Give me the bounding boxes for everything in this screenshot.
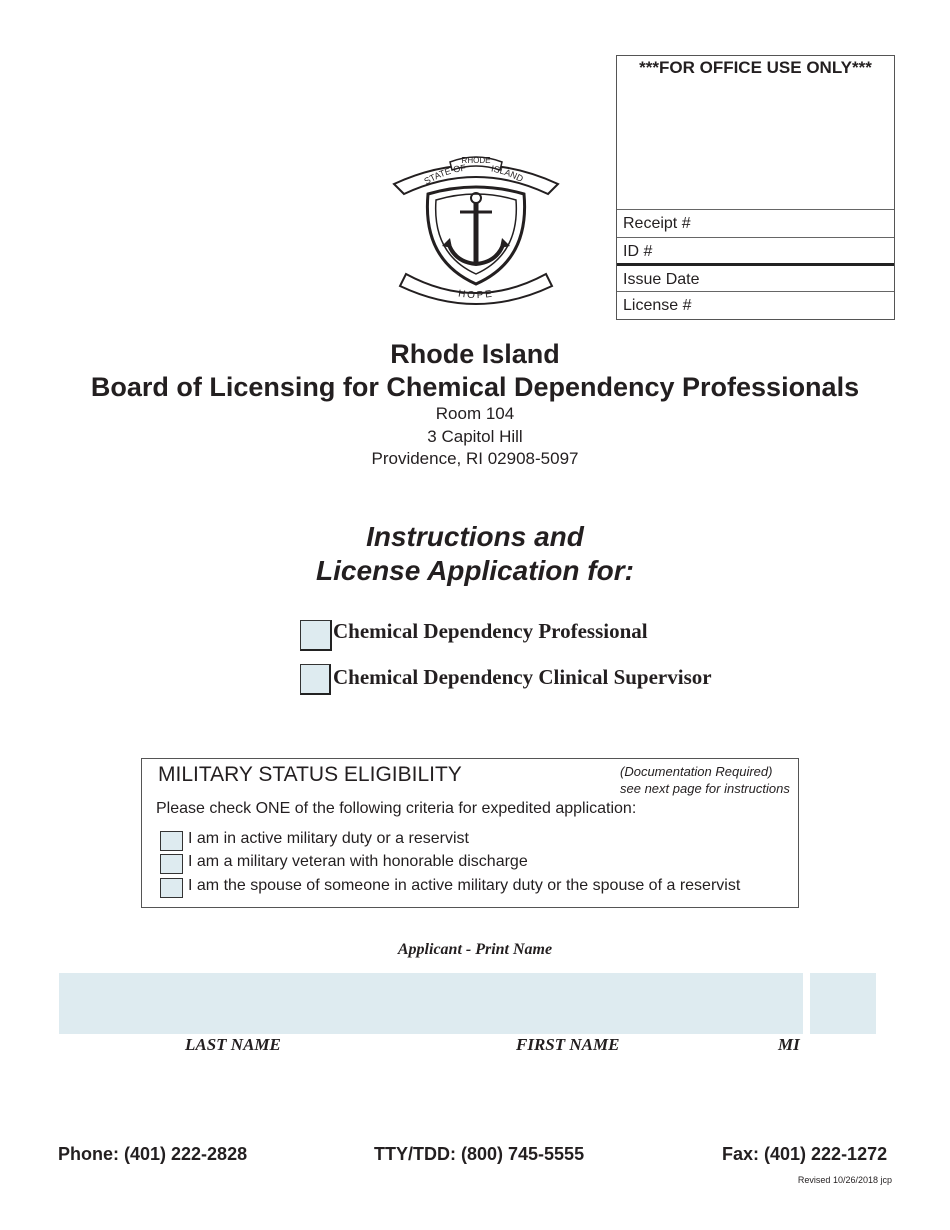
license-type-label-professional: Chemical Dependency Professional [333, 619, 648, 643]
seal-right-text: ISLAND [490, 163, 525, 184]
id-number-row: ID # [617, 237, 894, 264]
address-line-1: Room 104 [435, 404, 515, 423]
address-line-2: 3 Capitol Hill [427, 427, 523, 446]
office-use-box [616, 55, 895, 320]
middle-initial-input[interactable] [810, 973, 876, 1034]
address-line-3: Providence, RI 02908-5097 [371, 449, 579, 468]
seal-left-text: STATE OF [422, 162, 467, 187]
last-name-input[interactable] [59, 973, 437, 1034]
instructions-heading-line-2: License Application for: [316, 555, 634, 586]
documentation-note-line-2: see next page for instructions [620, 781, 790, 796]
instructions-heading-line-1: Instructions and [366, 521, 584, 552]
state-seal-logo [388, 150, 564, 308]
military-status-box [141, 758, 799, 908]
seal-bottom-text: HOPE [457, 288, 495, 302]
fax-number: Fax: (401) 222-1272 [722, 1144, 888, 1164]
phone-number: Phone: (401) 222-2828 [58, 1144, 248, 1164]
middle-initial-caption: MI [778, 1035, 800, 1054]
military-option-spouse: I am the spouse of someone in active military duty or the spouse of a reservist [188, 877, 741, 894]
military-checkbox-active-duty[interactable] [160, 831, 183, 851]
office-use-title: ***FOR OFFICE USE ONLY*** [639, 58, 872, 77]
license-type-checkbox-professional[interactable] [300, 620, 332, 651]
applicant-print-name-label: Applicant - Print Name [397, 941, 553, 958]
military-instruction: Please check ONE of the following criteria for expedited application: [156, 800, 637, 817]
documentation-note-line-1: (Documentation Required) [620, 764, 773, 779]
last-name-caption: LAST NAME [185, 1035, 281, 1054]
state-title: Rhode Island [390, 339, 560, 369]
issue-date-row: Issue Date [617, 263, 894, 290]
board-title: Board of Licensing for Chemical Dependency Professionals [90, 372, 860, 402]
first-name-input[interactable] [437, 973, 803, 1034]
license-type-checkbox-supervisor[interactable] [300, 664, 331, 695]
license-number-row: License # [617, 291, 894, 318]
revision-date: Revised 10/26/2018 jcp [797, 1175, 892, 1185]
receipt-number-row: Receipt # [617, 209, 894, 236]
first-name-caption: FIRST NAME [516, 1035, 620, 1054]
military-option-veteran: I am a military veteran with honorable discharge [188, 853, 528, 870]
svg-text:HOPE [458, 288, 495, 301]
seal-top-text: RHODE [461, 156, 491, 165]
military-checkbox-spouse[interactable] [160, 878, 183, 898]
military-checkbox-veteran[interactable] [160, 854, 183, 874]
military-option-active-duty: I am in active military duty or a reservist [188, 830, 469, 847]
tty-number: TTY/TDD: (800) 745-5555 [374, 1144, 585, 1164]
license-type-label-supervisor: Chemical Dependency Clinical Supervisor [333, 665, 712, 689]
documentation-note [620, 763, 790, 797]
military-status-title: MILITARY STATUS ELIGIBILITY [158, 763, 462, 786]
